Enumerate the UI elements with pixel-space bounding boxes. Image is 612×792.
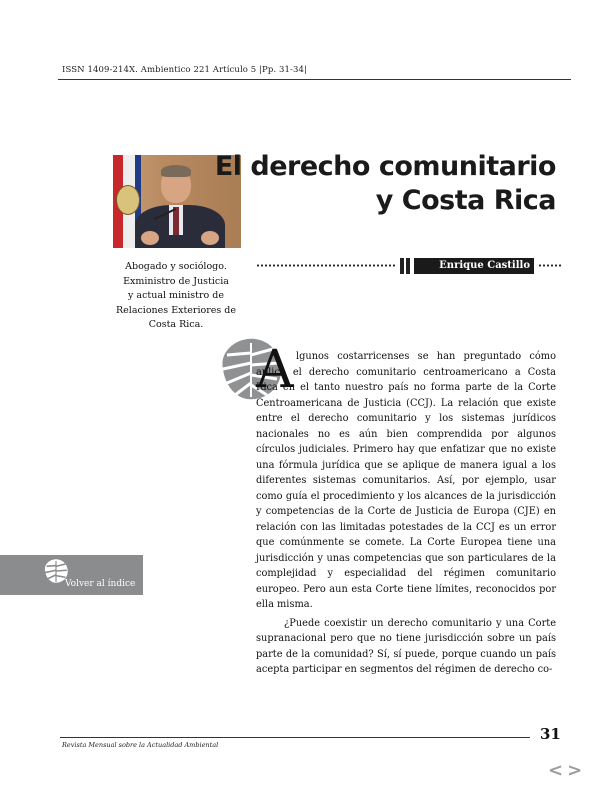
header-rule	[58, 79, 571, 80]
dotted-rule-left	[256, 264, 396, 267]
dotted-rule-right	[538, 264, 562, 267]
article-title-line-1: El derecho comunitario	[214, 151, 556, 182]
article-title-line-2: y Costa Rica	[375, 185, 556, 216]
back-to-index-label: Volver al índice	[65, 579, 136, 589]
bio-line: Costa Rica.	[148, 319, 204, 330]
back-to-index-button[interactable]	[0, 555, 143, 595]
page-number: 31	[540, 725, 561, 743]
author-bio	[113, 260, 239, 333]
drop-cap: A	[256, 340, 294, 400]
next-page-icon[interactable]: >	[567, 760, 587, 781]
article-title	[215, 150, 556, 218]
bio-line: Exministro de Justicia	[123, 275, 229, 287]
bio-line: Relaciones Exteriores de	[116, 304, 236, 316]
page-navigation	[548, 760, 586, 781]
author-name: Enrique Castillo	[414, 258, 534, 274]
previous-page-icon[interactable]: <	[548, 760, 568, 781]
journal-footer: Revista Mensual sobre la Actualidad Ambiental	[62, 741, 219, 749]
bio-line: y actual ministro de	[128, 290, 224, 301]
author-byline	[256, 258, 561, 274]
bio-line: Abogado y sociólogo.	[125, 261, 227, 272]
byline-bar	[406, 258, 410, 274]
byline-bar	[400, 258, 404, 274]
paragraph: lgunos costarricenses se han preguntado cómo aplica el derecho comunitario centroamericano a Costa Rica en el tanto nuestro país no forma parte de la Corte Centroamericana de Justicia (CCJ). La relación que existe entre el derecho comunitario y los sistemas jurídicos nacionales no es aún bien comprendida por algunos círculos judiciales. Primero hay que enfatizar que no existe una fórmula jurídica que se aplique de manera igual a los diferentes sistemas comunitarios. Así, por ejemplo, usar como guía el procedimiento y los alcances de la jurisdicción y competencias de la Corte de Justicia de Europa (CJE) en relación con las limitadas potestades de la CCJ es un error que comúnmente se comete. La Corte Europea tiene una jurisdicción y unas competencias que son particulares de la complejidad y especialidad del régimen comunitario europeo. Pero aun esta Corte tiene límites, reconocidos por ella misma.	[256, 351, 556, 610]
issn-header: ISSN 1409-214X. Ambientico 221 Artículo 5 |Pp. 31-34|	[62, 65, 307, 75]
article-body	[256, 349, 556, 678]
paragraph: ¿Puede coexistir un derecho comunitario y una Corte supranacional pero que no tiene jurisdicción sobre un país parte de la comunidad? Sí, sí puede, porque cuando un país acepta participar en segmentos del régimen de derecho co-	[256, 617, 556, 675]
footer-rule	[60, 737, 530, 738]
